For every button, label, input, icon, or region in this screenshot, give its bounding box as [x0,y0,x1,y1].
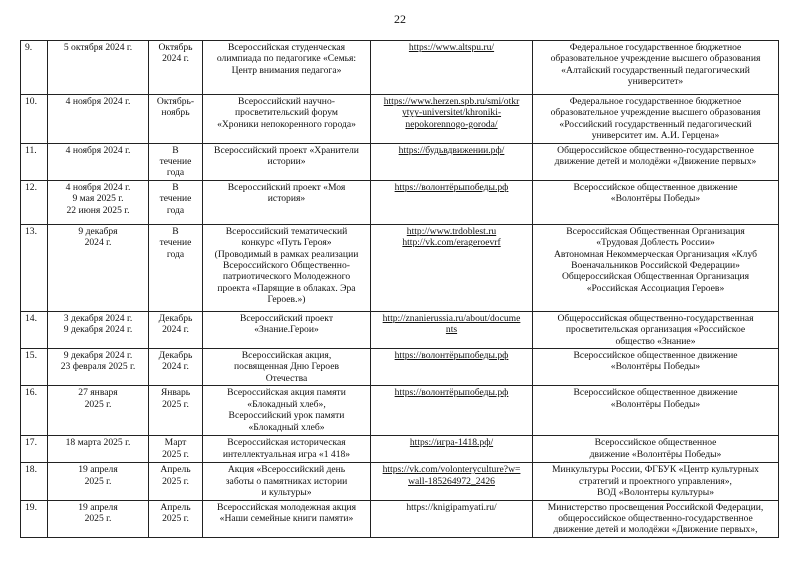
table-row [21,224,779,311]
event-line: Всероссийская акция, [241,350,332,362]
organizer-cell [533,386,779,436]
period-line: Декабрь [158,312,193,324]
dates-line: 9 мая 2025 г. [72,193,124,205]
dates-cell [48,180,149,224]
event-line: Всероссийская студенческая [227,42,346,53]
event-line: интеллектуальная игра «1 418» [222,448,351,460]
event-name-cell [203,463,371,500]
organizer-line: университет им. А.И. Герцена» [591,130,720,142]
event-name-cell [203,41,371,95]
row-number: 10. [25,96,37,107]
event-line: олимпиада по педагогике «Семья: [216,53,357,65]
event-link[interactable]: https://волонтёрыпобеды.рф [394,181,509,193]
dates-cell [48,41,149,95]
event-line: «Наши семейные книги памяти» [219,512,354,524]
organizer-cell [533,143,779,180]
dates-line: 2025 г. [84,512,112,524]
organizer-line: Общероссийская Общественная Организация [561,271,750,283]
row-number: 18. [25,464,37,476]
dates-cell [48,463,149,500]
organizer-line: движение детей и молодёжи «Движение первых» [554,156,757,168]
organizer-cell [533,311,779,348]
dates-cell [48,224,149,311]
period-line: В [172,144,179,156]
dates-line: 5 октября 2024 г. [63,42,133,53]
event-link[interactable]: https://игра-1418.рф/ [409,437,494,449]
organizer-line: «Алтайский государственный педагогический [561,64,750,76]
table-row [21,311,779,348]
links-cell [371,224,533,311]
table-row [21,500,779,537]
period-line: Октябрь- [156,96,195,107]
organizer-line: университет» [627,76,684,88]
period-line: 2025 г. [162,398,189,410]
dates-line: 19 апреля [78,501,118,513]
organizer-line: «Российская Ассоциация Героев» [586,282,725,294]
organizer-line: движение детей и молодёжи «Движение первых», [553,524,758,536]
organizer-line: Всероссийское общественное движение [573,350,738,362]
event-line: (Проводимый в рамках реализации [214,248,359,260]
event-line: Отечества [265,372,308,384]
period-line: Январь [160,387,191,399]
organizer-cell [533,95,779,144]
organizer-line: образовательное учреждение высшего образования [550,53,761,65]
period-cell [149,95,203,144]
period-line: 2024 г. [162,53,189,65]
links-cell [371,41,533,95]
period-line: 2025 г. [162,512,189,524]
dates-line: 4 ноября 2024 г. [65,144,131,156]
dates-cell [48,349,149,386]
period-line: Апрель [160,501,191,513]
organizer-cell [533,224,779,311]
event-line: «Хроники непокоренного города» [217,118,356,130]
links-cell [371,386,533,436]
row-number-cell [21,436,48,463]
dates-cell [48,386,149,436]
dates-line: 9 декабря 2024 г. [63,350,133,362]
period-line: течение [159,193,192,205]
row-number: 17. [25,437,37,449]
dates-cell [48,436,149,463]
event-name-cell [203,95,371,144]
row-number-cell [21,224,48,311]
table-row [21,41,779,95]
event-line: «Знание.Герои» [254,324,319,336]
row-number-cell [21,180,48,224]
table-row [21,180,779,224]
event-name-cell [203,386,371,436]
dates-cell [48,500,149,537]
period-line: Октябрь [158,42,193,53]
period-line: 2025 г. [162,448,189,460]
organizer-line: Всероссийское общественное [594,437,717,449]
row-number: 15. [25,350,37,362]
period-line: года [166,204,185,216]
period-cell [149,436,203,463]
event-link[interactable]: nepokorennogo-goroda/ [405,118,498,130]
organizer-line: стратегий и проектного управления», [579,475,732,487]
period-cell [149,180,203,224]
dates-line: 19 апреля [78,464,118,476]
organizer-line: Федеральное государственное бюджетное [569,96,742,107]
row-number-cell [21,463,48,500]
table-row [21,386,779,436]
table-row [21,95,779,144]
dates-line: 2025 г. [84,475,112,487]
organizer-line: «Волонтёры Победы» [610,398,701,410]
organizer-line: Федеральное государственное бюджетное [569,42,742,53]
event-link[interactable]: ytyy-universitet/khroniki- [401,107,502,119]
event-name-cell [203,224,371,311]
dates-line: 2025 г. [84,398,112,410]
event-line: Всероссийский проект [239,312,334,324]
dates-cell [48,95,149,144]
organizer-cell [533,500,779,537]
links-cell [371,143,533,180]
period-line: года [166,248,185,260]
period-line: 2024 г. [162,361,189,373]
period-line: года [166,167,185,179]
event-link[interactable]: http://vk.com/erageroevrf [402,237,501,249]
organizer-line: движение «Волонтёры Победы» [589,448,722,460]
organizer-line: Всероссийская Общественная Организация [566,225,745,237]
organizer-line: ВОД «Волонтеры культуры» [596,487,715,499]
event-line: просветительский форум [235,107,338,119]
organizer-line: общество «Знание» [615,335,696,347]
event-link[interactable]: https://будьвдвижении.рф/ [398,144,505,156]
event-line: посвященная Дню Героев [233,361,340,373]
organizer-line: Военачальников Российской Федерации» [571,260,740,272]
table-row [21,436,779,463]
page-number: 22 [394,12,406,26]
period-cell [149,224,203,311]
event-line: Акция «Всероссийский день [227,464,346,476]
event-name-cell [203,143,371,180]
event-name-cell [203,349,371,386]
row-number-cell [21,143,48,180]
organizer-cell [533,436,779,463]
organizer-line: Автономная Некоммерческая Организация «Клуб [553,248,758,260]
period-line: течение [159,237,192,249]
dates-line: 4 ноября 2024 г. [65,181,131,193]
event-line: и культуры» [261,487,312,499]
period-line: В [172,181,179,193]
period-cell [149,311,203,348]
event-link[interactable]: http://znanierussia.ru/about/docume [382,312,521,324]
event-line: Центр внимания педагога» [231,64,342,76]
period-cell [149,463,203,500]
links-cell [371,95,533,144]
organizer-cell [533,41,779,95]
dates-cell [48,311,149,348]
row-number: 11. [25,144,37,156]
organizer-line: образовательное учреждение высшего образования [550,107,761,119]
event-line: Всероссийский проект «Моя [227,181,346,193]
row-number: 13. [25,225,37,237]
events-table [20,40,779,538]
organizer-line: «Волонтёры Победы» [610,361,701,373]
dates-line: 3 декабря 2024 г. [63,312,133,324]
organizer-line: Министерство просвещения Российской Федерации, [547,501,764,513]
period-cell [149,386,203,436]
event-line: истории» [267,156,306,168]
table-row [21,463,779,500]
organizer-line: Минкультуры России, ФГБУК «Центр культурных [552,464,759,476]
row-number-cell [21,500,48,537]
dates-line: 2024 г. [84,237,112,249]
period-cell [149,41,203,95]
row-number: 16. [25,387,37,399]
organizer-cell [533,349,779,386]
dates-line: 4 ноября 2024 г. [65,96,131,107]
event-line: «Блокадный хлеб», [247,398,326,410]
event-line: конкурс «Путь Героя» [241,237,332,249]
links-cell [371,180,533,224]
table-row [21,349,779,386]
dates-cell [48,143,149,180]
period-line: Апрель [160,464,191,476]
event-line: Всероссийская акция памяти [227,387,346,399]
table-row [21,143,779,180]
links-cell [371,500,533,537]
period-line: течение [159,156,192,168]
links-cell [371,463,533,500]
organizer-cell [533,180,779,224]
event-link[interactable]: nts [445,324,458,336]
organizer-line: Общероссийская общественно-государственная [557,312,754,324]
organizer-line: Всероссийское общественное движение [573,387,738,399]
organizer-cell [533,463,779,500]
organizer-line: «Волонтёры Победы» [610,193,701,205]
organizer-line: Общероссийское общественно-государственное [557,144,754,156]
event-line: «Блокадный хлеб» [248,421,325,433]
period-cell [149,143,203,180]
period-cell [149,349,203,386]
period-line: 2025 г. [162,475,189,487]
row-number-cell [21,95,48,144]
period-line: ноябрь [161,107,190,119]
period-cell [149,500,203,537]
event-link[interactable]: https://www.altspu.ru/ [408,42,495,53]
event-line: Всероссийский проект «Хранители [214,144,359,156]
event-name-cell [203,311,371,348]
dates-line: 18 марта 2025 г. [65,437,131,449]
event-link[interactable]: https://волонтёрыпобеды.рф [394,387,509,399]
row-number: 14. [25,312,37,324]
event-name-cell [203,500,371,537]
event-line: Всероссийского Общественно- [223,260,350,272]
dates-line: 9 декабря 2024 г. [63,324,133,336]
dates-line: 22 июня 2025 г. [66,204,130,216]
event-name-cell [203,180,371,224]
event-line: проекта «Парящие в облаках. Эра [217,282,356,294]
event-line: Всероссийская историческая [227,437,346,449]
organizer-line: «Трудовая Доблесть России» [596,237,715,249]
row-number: 9. [25,42,33,53]
event-line: история» [267,193,306,205]
row-number: 19. [25,501,37,513]
period-line: В [172,225,179,237]
organizer-line: «Российский государственный педагогический [559,118,752,130]
row-number: 12. [25,181,37,193]
event-line: Героев.») [267,294,306,306]
events-table-body [21,41,779,538]
event-line: патриотического Молодежного [222,271,351,283]
period-line: Март [164,437,187,449]
dates-line: 27 января [78,387,118,399]
event-line: Всероссийский научно- [238,96,335,107]
event-name-cell [203,436,371,463]
row-number-cell [21,41,48,95]
row-number-cell [21,386,48,436]
event-link[interactable]: https://волонтёрыпобеды.рф [394,350,509,362]
event-link[interactable]: https://knigipamyati.ru/ [406,501,497,513]
row-number-cell [21,349,48,386]
row-number-cell [21,311,48,348]
links-cell [371,311,533,348]
organizer-line: просветительская организация «Российское [565,324,746,336]
event-line: заботы о памятниках истории [225,475,348,487]
links-cell [371,349,533,386]
event-link[interactable]: https://www.herzen.spb.ru/smi/otkr [383,96,520,107]
event-link[interactable]: https://vk.com/volonteryculture?w= [382,464,521,476]
period-line: Декабрь [158,350,193,362]
event-line: Всероссийский тематический [225,225,348,237]
event-line: Всероссийский урок памяти [228,410,345,422]
links-cell [371,436,533,463]
event-link[interactable]: wall-185264972_2426 [408,475,495,487]
event-line: Всероссийская молодежная акция [216,501,357,513]
event-link[interactable]: http://www.trdoblest.ru [406,225,497,237]
organizer-line: Всероссийское общественное движение [573,181,738,193]
dates-line: 23 февраля 2025 г. [60,361,136,373]
dates-line: 9 декабря [78,225,118,237]
period-line: 2024 г. [162,324,189,336]
organizer-line: общероссийское общественно-государственное [558,512,753,524]
